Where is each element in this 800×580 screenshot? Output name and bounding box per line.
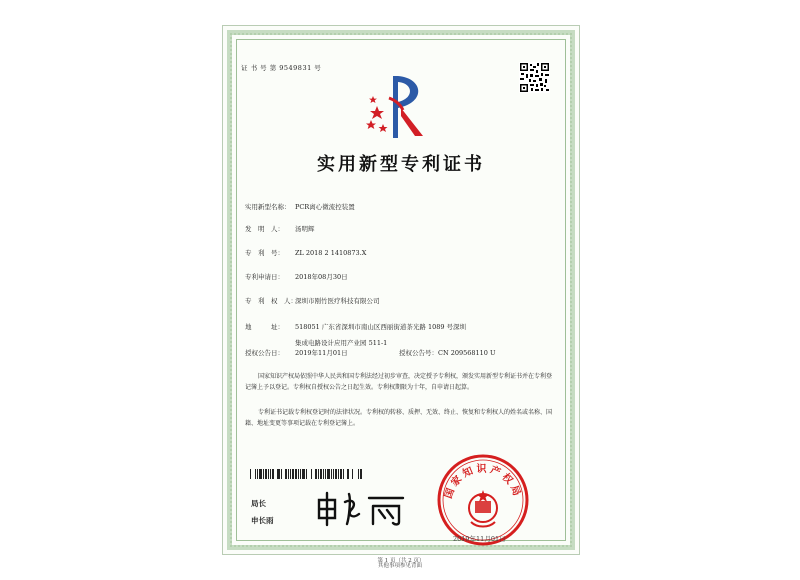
field-value: PCR离心微流控装置 (295, 203, 355, 211)
barcode-bar (259, 469, 262, 479)
barcode-bar (290, 469, 291, 479)
barcode-bar (333, 469, 334, 479)
director-signature (313, 488, 413, 528)
seal-date: 2019年11月01日 (453, 535, 506, 543)
patent-office-emblem-icon (365, 68, 435, 142)
patent-certificate (222, 25, 580, 564)
barcode-bar (265, 469, 267, 479)
director-title-label: 局长 (251, 499, 266, 508)
barcode-bar (331, 469, 332, 479)
barcode-bar (272, 469, 274, 479)
barcode-bar (352, 469, 353, 479)
barcode-icon (250, 469, 380, 479)
field-application-date (245, 272, 348, 281)
field-label: 授权公告日： (245, 349, 284, 357)
barcode-bar (306, 469, 307, 479)
barcode-bar (343, 469, 344, 479)
field-authorization-date (245, 348, 348, 357)
footer-note: 其他事项参见背面 (377, 563, 422, 569)
barcode-bar (338, 469, 339, 479)
barcode-bar (311, 469, 312, 479)
field-label: 地 址： (245, 323, 284, 331)
field-inventor (245, 224, 315, 233)
certificate-title: 实用新型专利证书 (317, 154, 485, 175)
barcode-bar (347, 469, 349, 479)
barcode-bar (302, 469, 305, 479)
field-address (245, 322, 466, 331)
field-value: 2018年08月30日 (295, 273, 348, 281)
barcode-bar (263, 469, 264, 479)
field-authorization-number: 授权公告号：CN 209568110 U (399, 349, 496, 357)
field-value: 深圳市刚竹医疗科技有限公司 (295, 297, 380, 305)
barcode-bar (277, 469, 280, 479)
barcode-bar (292, 469, 294, 479)
field-label: 专 利 权 人： (245, 297, 297, 305)
barcode-bar (300, 469, 301, 479)
barcode-bar (360, 469, 362, 479)
qr-code-icon (519, 62, 550, 93)
field-value: 汤明辉 (295, 225, 315, 233)
director-name-label: 申长雨 (251, 516, 274, 525)
field-value: ZL 2018 2 1410873.X (295, 249, 367, 257)
field-patent-number (245, 248, 366, 257)
certificate-paragraph-1: 国家知识产权局依照中华人民共和国专利法经过初步审查，决定授予专利权，颁发实用新型专利证书并在专利登记簿上予以登记。专利权自授权公告之日起生效。专利权期限为十年，自申请日起算。 (245, 373, 553, 391)
field-label: 专 利 号： (245, 249, 284, 257)
field-label: 专利申请日： (245, 273, 284, 281)
field-patentee (245, 296, 380, 305)
field-value: 518051 广东省深圳市南山区西丽街道茶光路 1089 号深圳 (295, 323, 467, 331)
barcode-bar (323, 469, 324, 479)
barcode-bar (255, 469, 256, 479)
barcode-bar (257, 469, 258, 479)
barcode-bar (340, 469, 342, 479)
barcode-bar (285, 469, 287, 479)
barcode-bar (268, 469, 269, 479)
barcode-bar (315, 469, 317, 479)
barcode-bar (320, 469, 322, 479)
svg-text:国家知识产权局: 国家知识产权局 (443, 464, 523, 501)
barcode-bar (318, 469, 319, 479)
field-value: 2019年11月01日 (295, 349, 348, 357)
barcode-bar (325, 469, 326, 479)
barcode-bar (288, 469, 289, 479)
barcode-bar (270, 469, 271, 479)
barcode-bar (327, 469, 330, 479)
field-utility-model-name (245, 202, 355, 211)
field-label: 实用新型名称： (245, 203, 291, 211)
barcode-bar (295, 469, 297, 479)
barcode-bar (358, 469, 359, 479)
barcode-bar (250, 469, 251, 479)
certificate-number: 证 书 号 第 9549831 号 (241, 64, 322, 72)
barcode-bar (281, 469, 282, 479)
barcode-bar (335, 469, 337, 479)
field-address-line2: 集成电路设计应用产业园 511-1 (295, 339, 388, 347)
certificate-paragraph-2: 专利证书记载专利权登记时的法律状况。专利权的转移、质押、无效、终止、恢复和专利权人的姓名或名称、国籍、地址变更等事项记载在专利登记簿上。 (245, 409, 553, 427)
field-label: 发 明 人： (245, 225, 284, 233)
barcode-bar (298, 469, 299, 479)
page-number: 第 1 页（共 2 页） (377, 558, 425, 564)
